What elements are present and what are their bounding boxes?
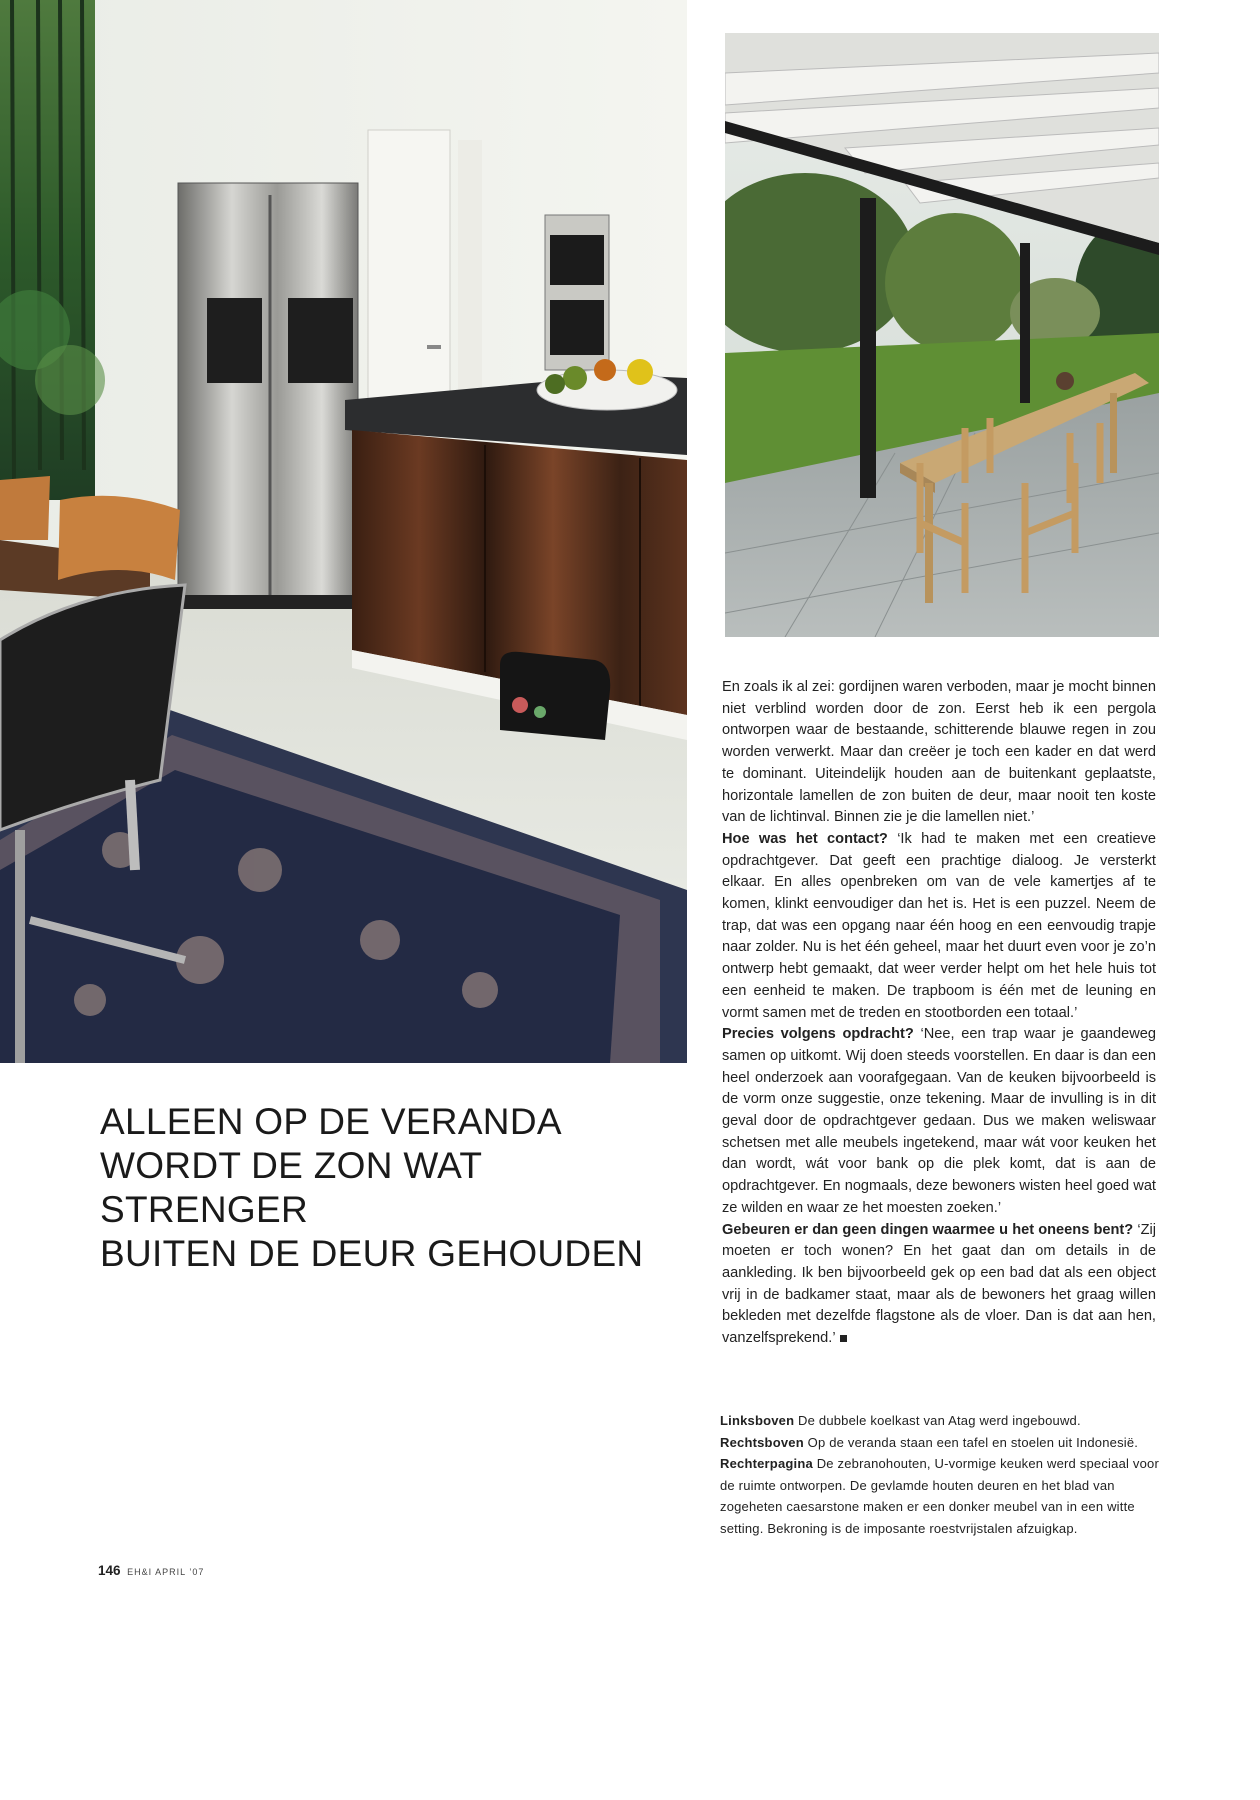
- photo-captions: [720, 1410, 1160, 1539]
- answer-3: ‘Zij moeten er toch wonen? En het gaat dan om details in de aankleding. Ik ben bijvoorbeeld gek op een bad dat als een object vrij in de badkamer staat, maar als de bewoners het graag willen bekleden met dezelfde flagstone als de vloer. Dan is dat aan hen, vanzelfsprekend.’: [722, 1221, 1156, 1347]
- answer-1: ‘Ik had te maken met een creatieve opdrachtgever. Dat geeft een prachtige dialoog. Je versterkt elkaar. En alles openbreken om van de vele kamertjes af te komen, klinkt eenvoudiger dan het is. Het is een puzzel. Neem de trap, dat was een opgang naar één hoog en een eenvoudig trapje naar zolder. Nu is het één geheel, maar het duurt even voor je zo’n ontwerp hebt gemaakt, dat weer verder helpt om het hele huis tot een eenheid te maken. De trapboom is één met de leuning en vormt samen met de treden en stootborden een totaal.’: [722, 830, 1156, 1021]
- caption-label: Linksboven: [720, 1413, 795, 1428]
- caption-label: Rechtsboven: [720, 1434, 804, 1450]
- veranda-photo: [725, 33, 1159, 637]
- caption-text: De dubbele koelkast van Atag werd ingebouwd.: [794, 1413, 1081, 1428]
- article-body: [722, 677, 1156, 1350]
- caption-label: Rechterpagina: [720, 1456, 813, 1471]
- caption-3: [720, 1453, 1160, 1539]
- magazine-issue: EH&I APRIL ’07: [127, 1567, 205, 1577]
- headline-line-1: ALLEEN OP DE VERANDA: [100, 1101, 562, 1142]
- question-2: Precies volgens opdracht?: [722, 1026, 914, 1043]
- caption-text: De zebranohouten, U-vormige keuken werd speciaal voor de ruimte ontworpen. De gevlamde houten deuren en het blad van zogeheten caesarstone maken er een donker meubel van in een witte setting. Bekroning is de imposante roestvrijstalen afzuigkap.: [720, 1456, 1159, 1536]
- end-mark-icon: [840, 1335, 847, 1342]
- caption-1: [720, 1410, 1160, 1432]
- article-paragraph-1: [722, 677, 1156, 829]
- page-folio: [98, 1563, 204, 1578]
- kitchen-illustration: [0, 0, 687, 1063]
- page-number: 146: [98, 1563, 121, 1578]
- headline: [100, 1100, 680, 1276]
- article-paragraph-4: [722, 1220, 1156, 1350]
- article-paragraph-2: [722, 829, 1156, 1024]
- headline-line-2: WORDT DE ZON WAT STRENGER: [100, 1145, 482, 1230]
- article-paragraph-3: [722, 1024, 1156, 1219]
- kitchen-photo: [0, 0, 687, 1063]
- caption-2: [720, 1432, 1160, 1454]
- question-3: Gebeuren er dan geen dingen waarmee u het oneens bent?: [722, 1221, 1134, 1238]
- headline-line-3: BUITEN DE DEUR GEHOUDEN: [100, 1233, 644, 1274]
- answer-2: ‘Nee, een trap waar je gaandeweg samen op uitkomt. Wij doen steeds voorstellen. En daar is dan een heel onderzoek aan voorafgegaan. Van de keuken bijvoorbeeld is de vorm onze suggestie, onze tekening. Maar de invulling is in dit geval door de opdrachtgever gedaan. Dus we maken weliswaar schetsen met alle meubels ingetekend, maar wát voor keuken het dan wordt, wát voor bank op die plek komt, dat is aan de opdrachtgever. En nogmaals, deze bewoners wisten heel goed wat ze wilden en waar ze het moesten zoeken.’: [722, 1026, 1156, 1216]
- paragraph-text: En zoals ik al zei: gordijnen waren verboden, maar je mocht binnen niet verblind worden door de zon. Eerst heb ik een pergola ontworpen waar de bestaande, schitterende blauwe regen in zou worden verwerkt. Maar dan creëer je toch een kader en dat werd te dominant. Uiteindelijk houden aan de buitenkant geplaatste, horizontale lamellen de zon buiten de deur, maar nooit ten koste van de lichtinval. Binnen zie je die lamellen niet.’: [722, 679, 1157, 826]
- veranda-illustration: [725, 33, 1159, 637]
- question-1: Hoe was het contact?: [722, 830, 888, 847]
- caption-text: Op de veranda staan een tafel en stoelen uit Indonesië.: [803, 1434, 1139, 1450]
